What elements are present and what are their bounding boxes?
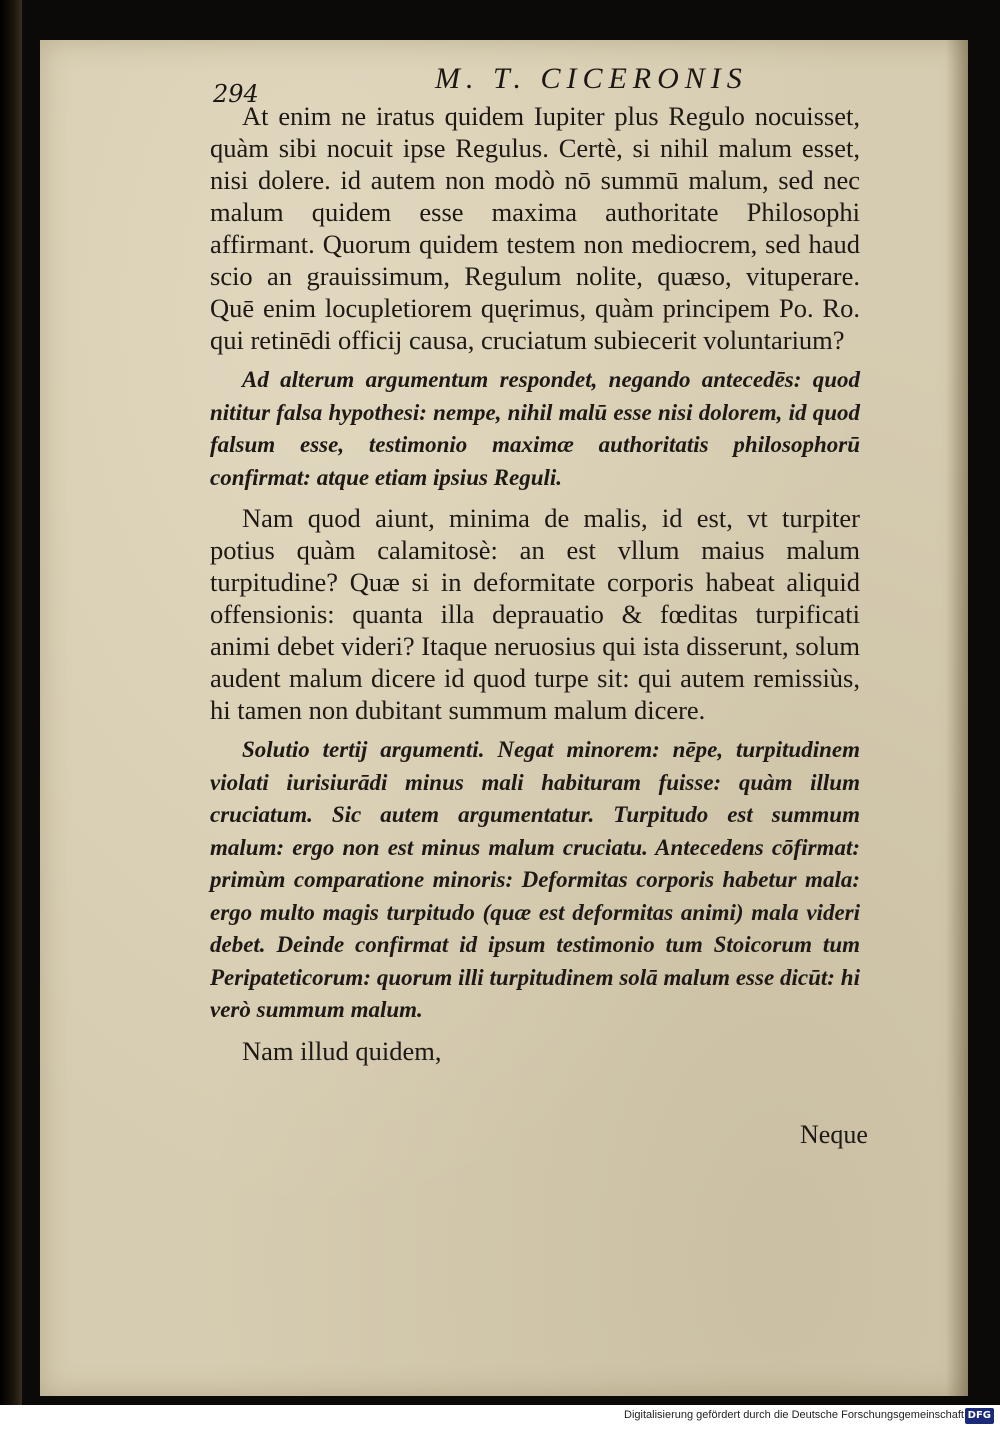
catchword: Neque [800, 1120, 868, 1149]
book-spine-edge [0, 0, 22, 1405]
commentary-1: Ad alterum argumentum respondet, negando antecedēs: quod nititur falsa hypothesi: nempe, nihil malū esse nisi dolorem, id quod falsum esse, testimonio maximæ authoritatis philosophorū confirmat: atque etiam ipsius Reguli. [210, 367, 860, 490]
paragraph-3: Nam illud quidem, [242, 1035, 442, 1066]
footer-bar [0, 1405, 1000, 1429]
dfg-logo-icon: DFG [965, 1408, 994, 1424]
commentary-2: Solutio tertij argumenti. Negat minorem: nēpe, turpitudinem violati iurisiurādi minus mali habituram fuisse: quàm illum cruciatum. Sic autem argumentatur. Turpitudo est summum malum: ergo non est minus malum cruciatu. Antecedens cōfirmat: primùm comparatione minoris: Deformitas corporis habetur mala: ergo multo magis turpitudo (quæ est deformitas animi) mala videri debet. Deinde confirmat id ipsum testimonio tum Stoicorum tum Peripateticorum: quorum illi turpitudinem solā malum esse dicūt: hi verò summum malum. [210, 737, 860, 1022]
funding-credit: Digitalisierung gefördert durch die Deutsche Forschungsgemeinschaft [624, 1409, 964, 1421]
page-edge-shadow [946, 40, 968, 1396]
page-number: 294 [213, 80, 259, 108]
paragraph-2: Nam quod aiunt, minima de malis, id est, vt turpiter potius quàm calamitosè: an est vllum maius malum turpitudine? Quæ si in deformitate corporis habeat aliquid offensionis: quanta illa deprauatio & fœditas turpificati animi debet videri? Itaque neruosius qui ista disserunt, solum audent malum dicere id quod turpe sit: qui autem remissiùs, hi tamen non dubitant summum malum dicere. [210, 503, 860, 725]
page-text [210, 100, 860, 1075]
paragraph-1: At enim ne iratus quidem Iupiter plus Regulo nocuisset, quàm sibi nocuit ipse Regulus. Certè, si nihil malum esset, nisi dolere. id autem non modò nō summū malum, sed nec malum quidem esse maxima authoritate Philosophi affirmant. Quorum quidem testem non mediocrem, sed haud scio an grauissimum, Regulum nolite, quæso, vituperare. Quē enim locupletiorem quęrimus, quàm principem Po. Ro. qui retinēdi officij causa, cruciatum subiecerit voluntarium? [210, 101, 860, 355]
running-title: M. T. CICERONIS [435, 62, 748, 95]
running-head [213, 62, 853, 108]
